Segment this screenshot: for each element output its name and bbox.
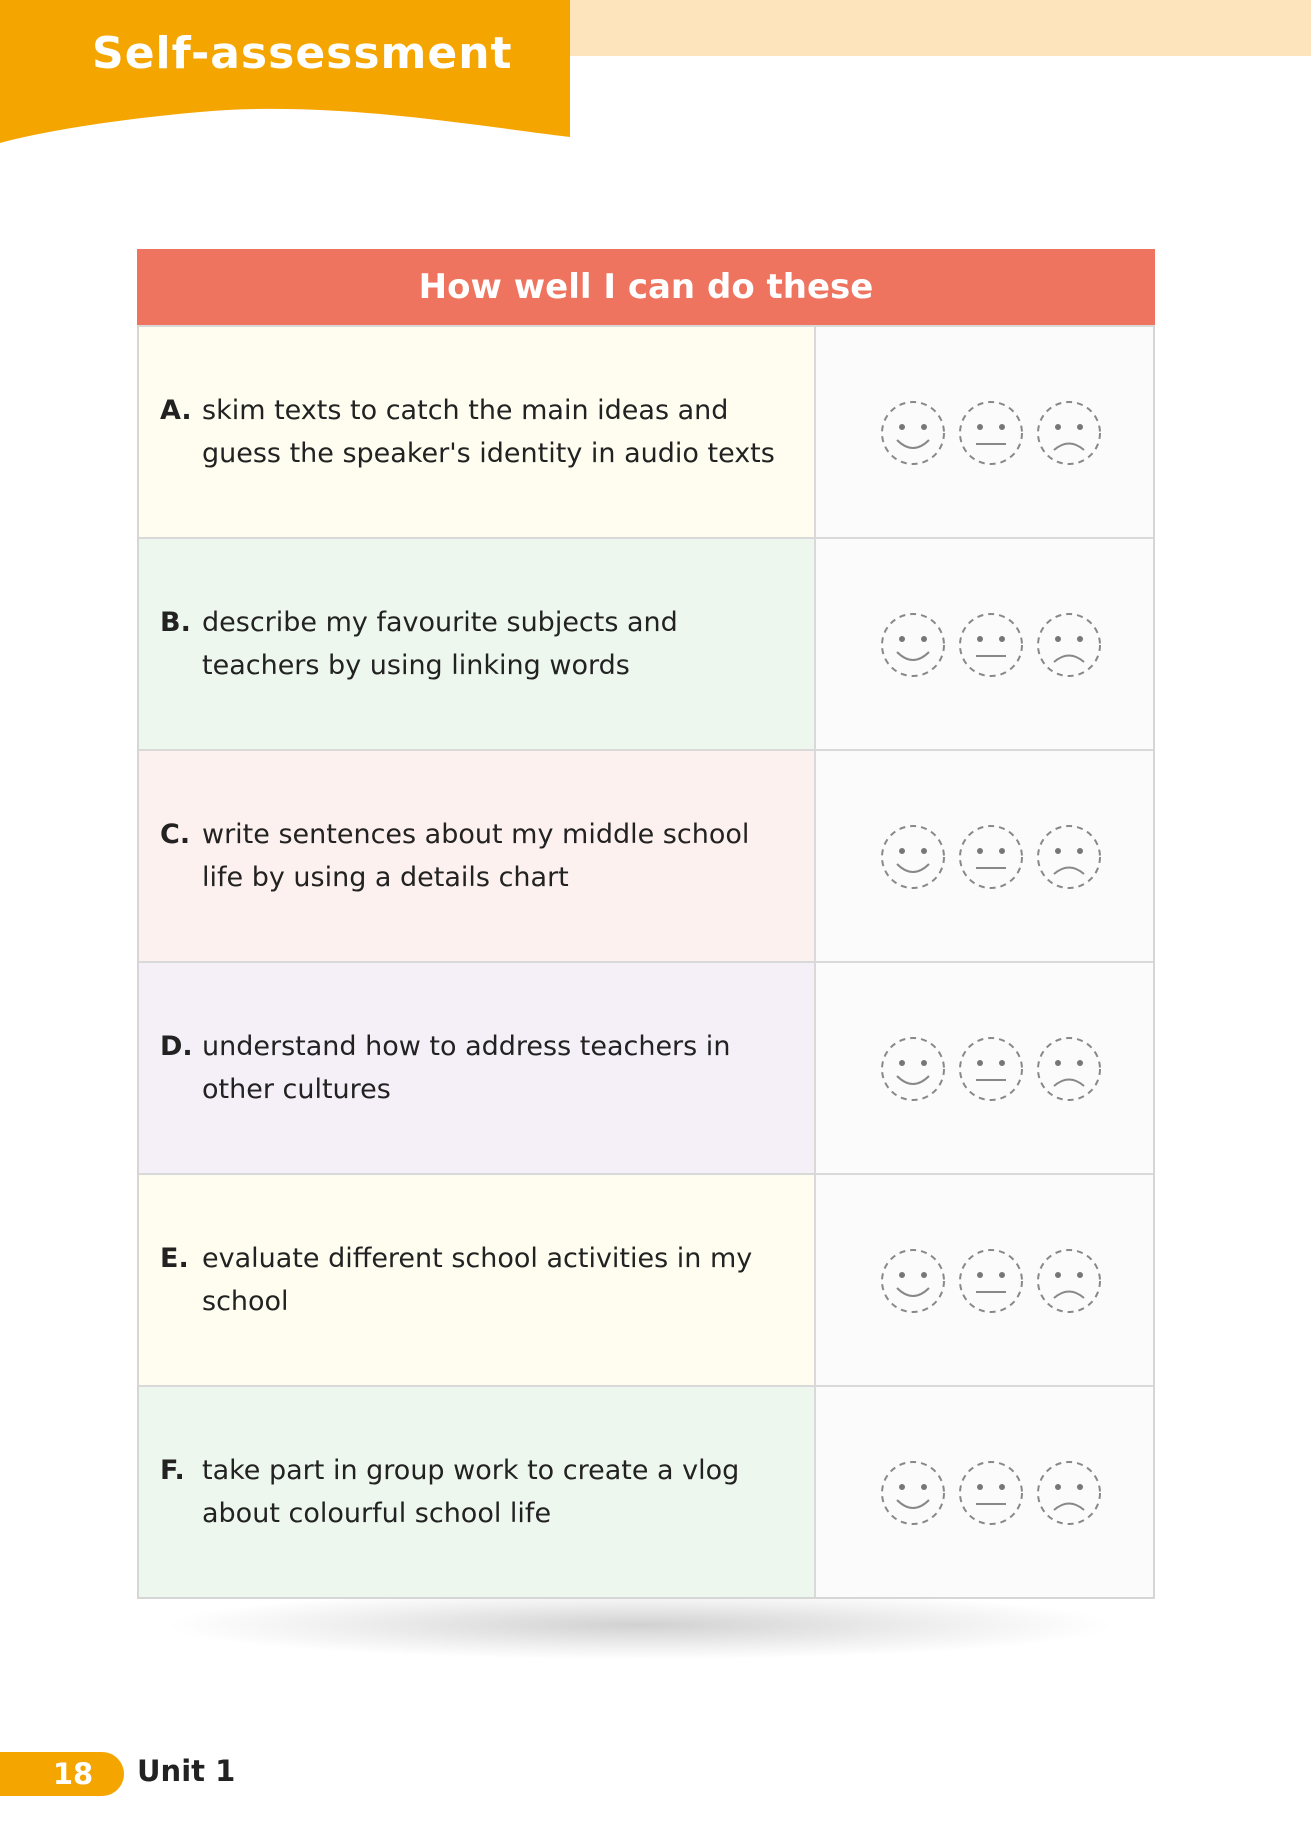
row-text-cell (139, 327, 816, 537)
row-text-cell (139, 963, 816, 1173)
row-letter: E. (160, 1243, 189, 1274)
happy-face-icon[interactable] (882, 1250, 944, 1312)
sad-face-icon[interactable] (1038, 1038, 1100, 1100)
neutral-face-icon[interactable] (960, 402, 1022, 464)
table-row (139, 961, 1153, 1173)
sad-face-icon[interactable] (1038, 826, 1100, 888)
unit-label: Unit 1 (137, 1754, 236, 1788)
row-text: describe my favourite subjects and teachers by using linking words (202, 607, 678, 681)
happy-face-icon[interactable] (882, 1038, 944, 1100)
table-shadow (160, 1590, 1120, 1660)
row-letter: F. (160, 1455, 185, 1486)
row-letter: B. (160, 607, 191, 638)
table-row (139, 1173, 1153, 1385)
neutral-face-icon[interactable] (960, 1250, 1022, 1312)
neutral-face-icon[interactable] (960, 826, 1022, 888)
row-text: evaluate different school activities in my school (202, 1243, 753, 1317)
row-text: take part in group work to create a vlog about colourful school life (202, 1455, 740, 1529)
rating-cell (816, 963, 1153, 1173)
table-row (139, 537, 1153, 749)
row-letter: C. (160, 819, 191, 850)
page-title: Self-assessment (92, 28, 513, 79)
row-text: write sentences about my middle school life by using a details chart (202, 819, 750, 893)
neutral-face-icon[interactable] (960, 614, 1022, 676)
sad-face-icon[interactable] (1038, 614, 1100, 676)
neutral-face-icon[interactable] (960, 1462, 1022, 1524)
page-number: 18 (52, 1757, 94, 1791)
table-row (139, 325, 1153, 537)
table-heading (137, 249, 1155, 325)
row-letter: A. (160, 395, 192, 426)
rating-cell (816, 751, 1153, 961)
row-text-cell (139, 1175, 816, 1385)
row-text-cell (139, 751, 816, 961)
happy-face-icon[interactable] (882, 1462, 944, 1524)
table-row (139, 1385, 1153, 1597)
rating-cell (816, 327, 1153, 537)
sad-face-icon[interactable] (1038, 1462, 1100, 1524)
page-number-tab (0, 1752, 124, 1796)
sad-face-icon[interactable] (1038, 402, 1100, 464)
rating-cell (816, 539, 1153, 749)
table-heading-text: How well I can do these (418, 267, 874, 307)
row-text-cell (139, 539, 816, 749)
row-text-cell (139, 1387, 816, 1597)
happy-face-icon[interactable] (882, 614, 944, 676)
self-assessment-table (137, 249, 1155, 1599)
happy-face-icon[interactable] (882, 402, 944, 464)
table-row (139, 749, 1153, 961)
rating-cell (816, 1175, 1153, 1385)
sad-face-icon[interactable] (1038, 1250, 1100, 1312)
top-strip (560, 0, 1311, 56)
row-text: understand how to address teachers in other cultures (202, 1031, 731, 1105)
rating-cell (816, 1387, 1153, 1597)
row-text: skim texts to catch the main ideas and guess the speaker's identity in audio texts (202, 395, 775, 469)
happy-face-icon[interactable] (882, 826, 944, 888)
neutral-face-icon[interactable] (960, 1038, 1022, 1100)
header-banner (0, 0, 570, 145)
row-letter: D. (160, 1031, 193, 1062)
